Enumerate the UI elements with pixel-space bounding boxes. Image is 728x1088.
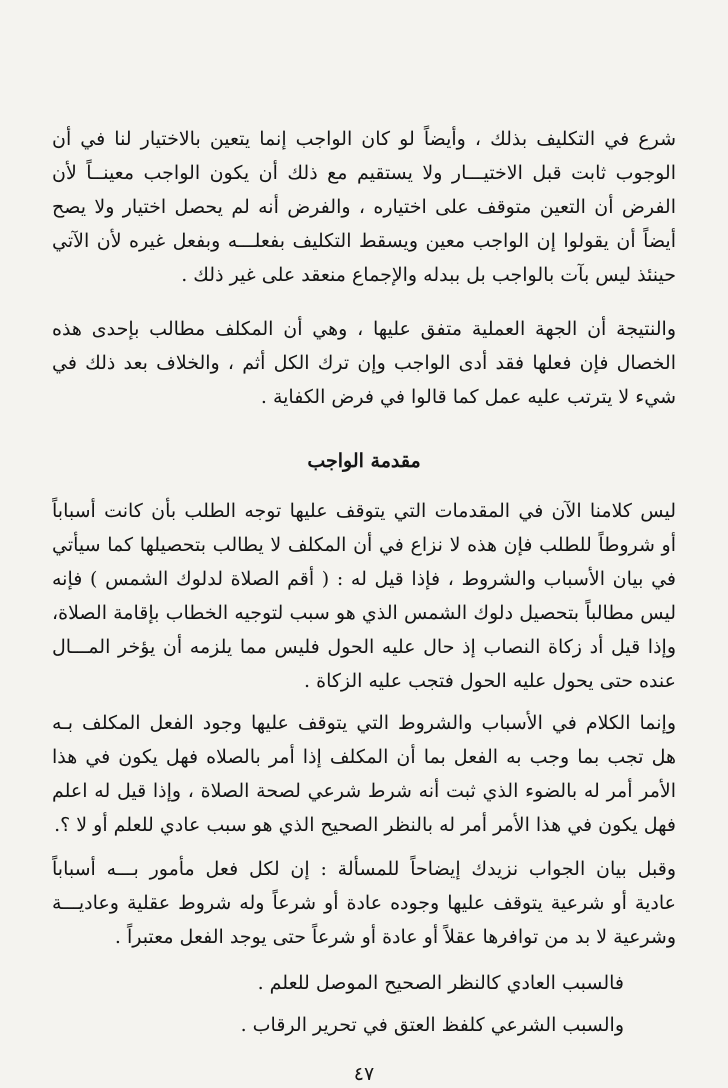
text-line: والنتيجة أن الجهة العملية متفق عليها ، وهي أن المكلف مطالب بإحدى هذه	[52, 318, 676, 340]
text-line: وإذا قيل أد زكاة النصاب إذ حال عليه الحول فليس مما يلزمه أن يؤخر المـــال	[52, 636, 676, 658]
text-line: وإنما الكلام في الأسباب والشروط التي يتوقف عليها وجود الفعل المكلف بـه	[52, 712, 676, 734]
text-line: في بيان الأسباب والشروط ، فإذا قيل له : ( أقم الصلاة لدلوك الشمس ) فإنه	[52, 568, 676, 590]
text-line: فالسبب العادي كالنظر الصحيح الموصل للعلم .	[257, 972, 624, 994]
text-line: أيضاً أن يقولوا إن الواجب معين ويسقط التكليف بفعلـــه وبفعل غيره لأن الآتي	[52, 230, 676, 252]
text-line: الأمر أمر له بالضوء الذي ثبت أنه شرط شرعي لصحة الصلاة ، وإذا قيل له اعلم	[52, 780, 676, 802]
text-line: ليس كلامنا الآن في المقدمات التي يتوقف عليها توجه الطلب بأن كانت أسباباً	[52, 500, 676, 522]
text-line: شرع في التكليف بذلك ، وأيضاً لو كان الواجب إنما يتعين بالاختيار لنا في أن	[52, 128, 676, 150]
text-line: الوجوب ثابت قبل الاختيـــار ولا يستقيم مع ذلك أن يكون الواجب معينــاً لأن	[52, 162, 676, 184]
text-line: ليس مطالباً بتحصيل دلوك الشمس الذي هو سبب لتوجيه الخطاب بإقامة الصلاة،	[52, 602, 676, 624]
text-line: وقبل بيان الجواب نزيدك إيضاحاً للمسألة : إن لكل فعل مأمور بـــه أسباباً	[52, 858, 676, 880]
text-line: عادية أو شرعية يتوقف عليها وجوده عادة أو شرعاً وله شروط عقلية وعاديـــة	[52, 892, 676, 914]
text-line: عنده حتى يحول عليه الحول فتجب عليه الزكاة .	[304, 670, 676, 692]
section-heading: مقدمة الواجب	[307, 450, 421, 472]
text-line: حينئذ ليس بآت بالواجب بل ببدله والإجماع منعقد على غير ذلك .	[181, 264, 676, 286]
page-number: ٤٧	[353, 1063, 375, 1085]
text-line: الخصال فإن فعلها فقد أدى الواجب وإن ترك الكل أثم ، والخلاف بعد ذلك في	[52, 352, 676, 374]
text-line: وشرعية لا بد من توافرها عقلاً أو عادة أو شرعاً حتى يوجد الفعل معتبراً .	[114, 926, 676, 948]
text-line: هل تجب بما وجب به الفعل بما أن المكلف إذا أمر بالصلاه فهل يكون في هذا	[52, 746, 676, 768]
text-line: شيء لا يترتب عليه عمل كما قالوا في فرض الكفاية .	[260, 386, 676, 408]
text-line: والسبب الشرعي كلفظ العتق في تحرير الرقاب .	[240, 1014, 624, 1036]
text-line: أو شروطاً للطلب فإن هذه لا نزاع في أن المكلف لا يطالب بتحصيلها كما سيأتي	[52, 534, 676, 556]
text-line: الفرض أن التعين متوقف على اختياره ، والفرض أنه لم يحصل اختيار ولا يصح	[52, 196, 676, 218]
text-line: فهل يكون في هذا الأمر أمر له بالنظر الصحيح الذي هو سبب عادي للعلم أو لا ؟.	[54, 814, 676, 836]
